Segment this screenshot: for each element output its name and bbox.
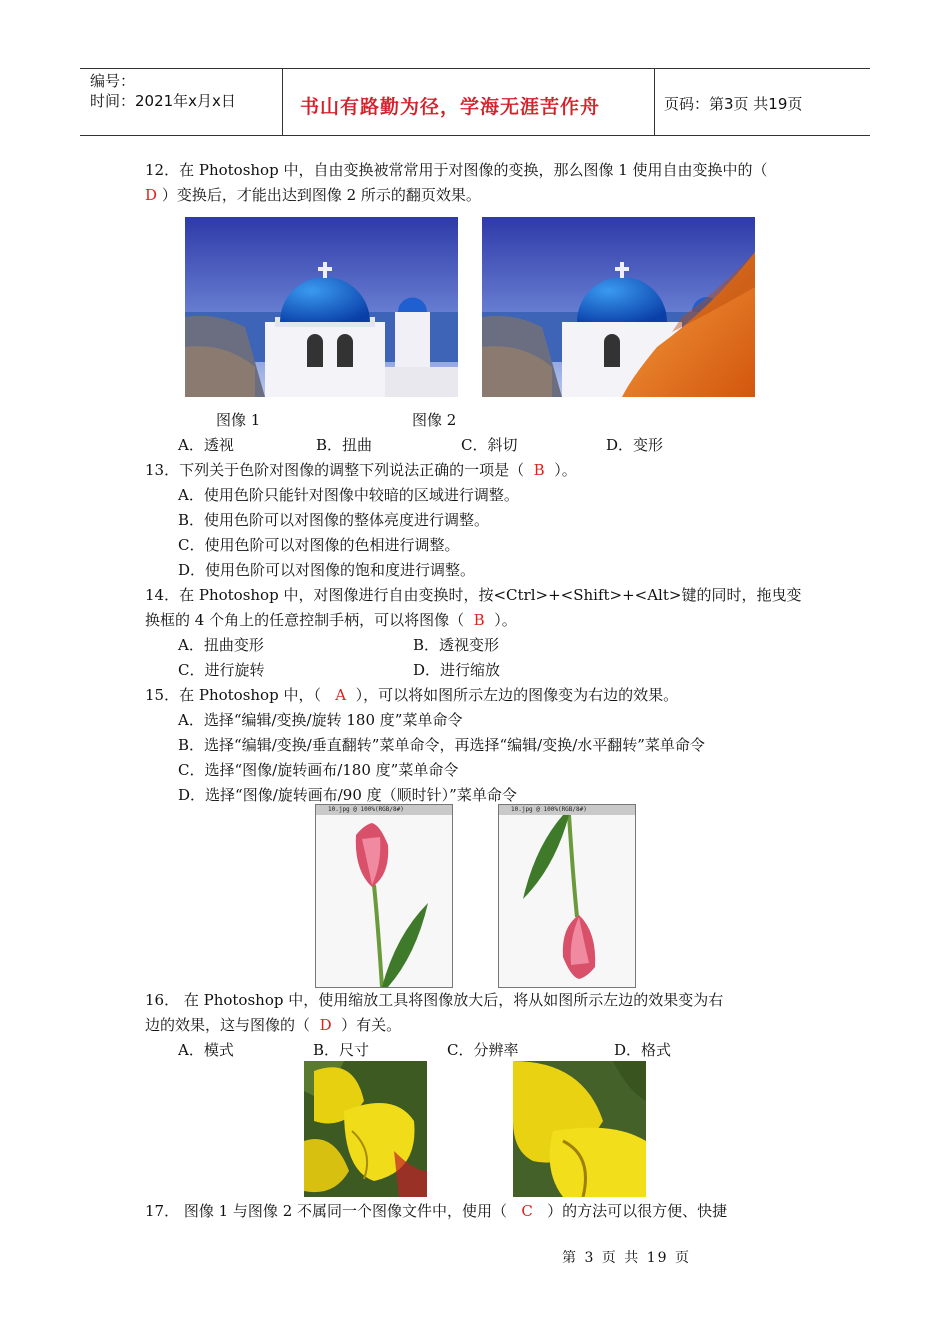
q14-line1: 14．在 Photoshop 中，对图像进行自由变换时，按<Ctrl>+<Shift>+<Alt>键的同时，拖曳变 [145,586,802,604]
q13-stem [145,458,577,483]
q14-option-b: B．透视变形 [413,636,500,654]
q12-answer: D [145,186,158,204]
q16-answer: D [319,1016,332,1034]
q12-option-c: C．斜切 [461,436,518,454]
header-number-label: 编号： [90,72,136,90]
q12-line2-rest: ）变换后，才能出达到图像 2 所示的翻页效果。 [161,186,481,204]
q15-option-b: B．选择“编辑/变换/垂直翻转”菜单命令，再选择“编辑/变换/水平翻转”菜单命令 [178,736,705,754]
q15-answer: A [335,686,347,704]
q16-line2-before: 边的效果，这与图像的（ [145,1016,311,1034]
header-time-label: 时间：2021年x月x日 [90,92,236,110]
header-divider-1 [282,68,283,136]
q13-option-c: C．使用色阶可以对图像的色相进行调整。 [178,536,460,554]
header-bottom-rule [80,135,870,136]
q15-option-d: D．选择“图像/旋转画布/90 度（顺时针）”菜单命令 [178,786,517,804]
q12-option-b: B．扭曲 [316,436,373,454]
header-motto: 书山有路勤为径，学海无涯苦作舟 [300,96,601,118]
q15-image-left [315,804,453,988]
q12-option-a: A．透视 [178,436,234,454]
q12-image-2 [482,217,755,397]
q16-line2 [145,1013,401,1038]
q15-option-a: A．选择“编辑/变换/旋转 180 度”菜单命令 [178,711,463,729]
q15-stem-after: ），可以将如图所示左边的图像变为右边的效果。 [355,686,679,704]
q14-option-d: D．进行缩放 [413,661,501,679]
q16-line1: 16． 在 Photoshop 中，使用缩放工具将图像放大后，将从如图所示左边的效果变为右 [145,991,724,1009]
q16-image-right [513,1061,646,1197]
q12-caption-2: 图像 2 [412,411,457,429]
q14-line2 [145,608,517,633]
q17-answer: C [521,1202,533,1220]
q12-line1: 12．在 Photoshop 中，自由变换被常常用于对图像的变换，那么图像 1 使用自由变换中的（ [145,161,768,179]
q12-image-1 [185,217,458,397]
q16-option-c: C．分辨率 [447,1041,519,1059]
q13-answer: B [533,461,545,479]
q15-stem [145,683,678,708]
q13-stem-before: 13．下列关于色阶对图像的调整下列说法正确的一项是（ [145,461,525,479]
q14-line2-before: 换框的 4 个角上的任意控制手柄，可以将图像（ [145,611,465,629]
header-page-label: 页码：第3页 共19页 [664,95,803,113]
q13-option-d: D．使用色阶可以对图像的饱和度进行调整。 [178,561,476,579]
q16-option-a: A．模式 [178,1041,234,1059]
q14-line2-after: ）。 [494,611,517,629]
q12-option-d: D．变形 [606,436,664,454]
q12-caption-1: 图像 1 [216,411,261,429]
q13-stem-after: ）。 [554,461,577,479]
q16-option-d: D．格式 [614,1041,672,1059]
q16-line2-after: ）有关。 [341,1016,402,1034]
q15-option-c: C．选择“图像/旋转画布/180 度”菜单命令 [178,761,459,779]
q16-option-b: B．尺寸 [313,1041,370,1059]
q16-image-left [304,1061,427,1197]
page-footer: 第 3 页 共 19 页 [562,1250,691,1266]
q15-left-window-title-text: 10.jpg @ 100%(RGB/8#) [328,806,404,813]
header-top-rule [80,68,870,69]
header-divider-2 [654,68,655,136]
q15-image-right [498,804,636,988]
q14-option-a: A．扭曲变形 [178,636,264,654]
q13-option-b: B．使用色阶可以对图像的整体亮度进行调整。 [178,511,490,529]
q13-option-a: A．使用色阶只能针对图像中较暗的区域进行调整。 [178,486,519,504]
q14-answer: B [473,611,485,629]
q15-right-window-title-text: 10.jpg @ 100%(RGB/8#) [511,806,587,813]
q12-line2 [145,183,481,208]
q17-stem [145,1199,727,1224]
q15-stem-before: 15．在 Photoshop 中，（ [145,686,321,704]
q14-option-c: C．进行旋转 [178,661,265,679]
q17-stem-before: 17． 图像 1 与图像 2 不属同一个图像文件中，使用（ [145,1202,508,1220]
q17-stem-after: ）的方法可以很方便、快捷 [547,1202,728,1220]
